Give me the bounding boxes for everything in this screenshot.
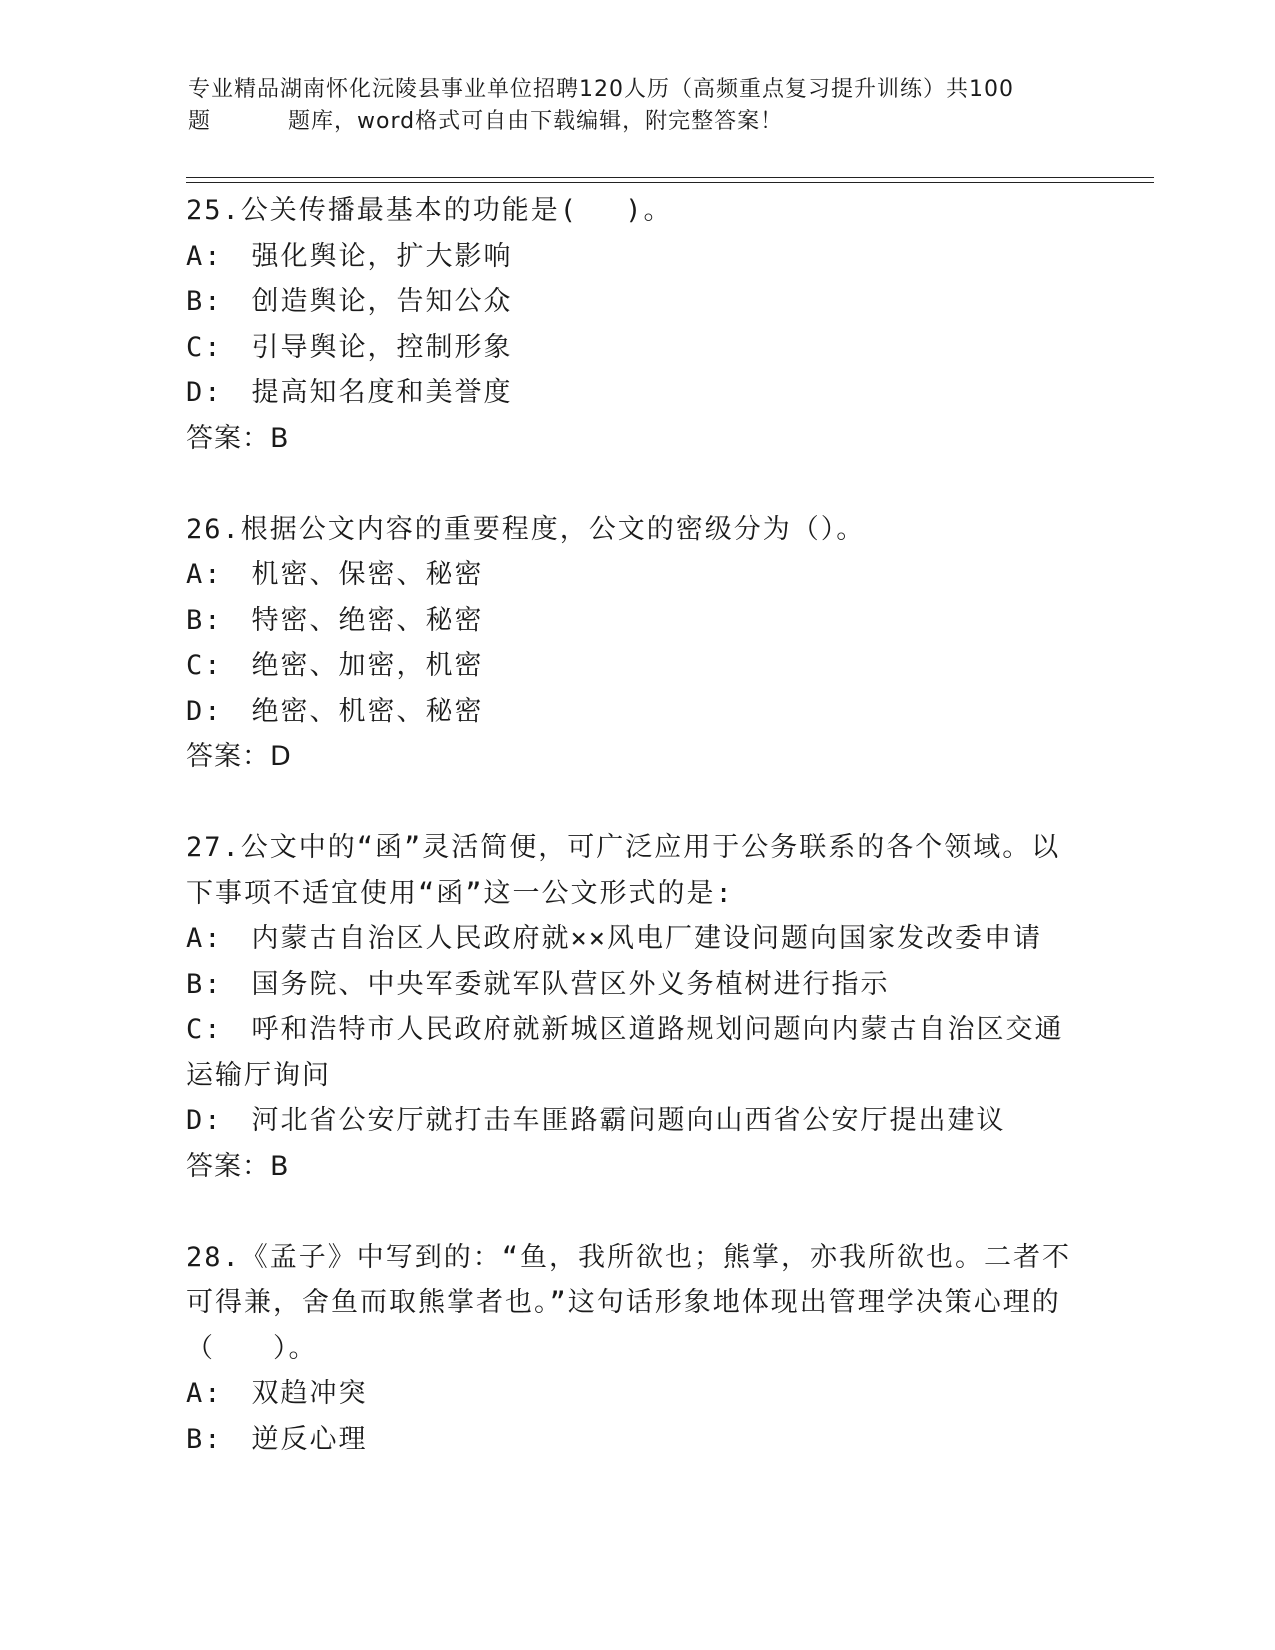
question-text: 27.公文中的“函”灵活简便，可广泛应用于公务联系的各个领域。以下事项不适宜使用“函”这一公文形式的是: xyxy=(186,832,1061,909)
document-header xyxy=(188,74,1148,138)
option-c: C: 呼和浩特市人民政府就新城区道路规划问题向内蒙古自治区交通运输厅询问 xyxy=(186,1014,1064,1091)
option-d: D: 提高知名度和美誉度 xyxy=(186,377,513,408)
question-26 xyxy=(186,507,1086,780)
option-d: D: 绝密、机密、秘密 xyxy=(186,695,484,727)
header-title-line2-right: 题库，word格式可自由下载编辑，附完整答案！ xyxy=(288,109,784,134)
answer-label: 答案：B xyxy=(186,1150,290,1182)
question-28 xyxy=(186,1235,1086,1463)
option-b: B: 逆反心理 xyxy=(186,1423,368,1455)
option-a: A: 双趋冲突 xyxy=(186,1378,368,1409)
option-c: C: 引导舆论，控制形象 xyxy=(186,331,513,363)
header-title-line2 xyxy=(188,106,1148,138)
header-title-line2-left: 题 xyxy=(188,109,212,134)
header-divider-top xyxy=(186,177,1154,178)
answer-label: 答案：D xyxy=(186,741,292,772)
option-b: B: 特密、绝密、秘密 xyxy=(186,604,484,636)
question-text: 26.根据公文内容的重要程度，公文的密级分为（）。 xyxy=(186,513,866,545)
question-text: 25.公关传播最基本的功能是( )。 xyxy=(186,195,673,226)
question-text: 28.《孟子》中写到的：“鱼，我所欲也；熊掌，亦我所欲也。二者不可得兼，舍鱼而取熊掌者也。”这句话形象地体现出管理学决策心理的（ ）。 xyxy=(186,1241,1072,1364)
option-b: B: 创造舆论，告知公众 xyxy=(186,286,513,317)
option-a: A: 强化舆论，扩大影响 xyxy=(186,240,513,272)
option-b: B: 国务院、中央军委就军队营区外义务植树进行指示 xyxy=(186,968,890,1000)
option-d: D: 河北省公安厅就打击车匪路霸问题向山西省公安厅提出建议 xyxy=(186,1105,1006,1136)
header-divider-bottom xyxy=(186,182,1154,183)
question-27 xyxy=(186,825,1086,1189)
question-25 xyxy=(186,188,1086,461)
option-a: A: 内蒙古自治区人民政府就××风电厂建设问题向国家发改委申请 xyxy=(186,923,1043,954)
option-c: C: 绝密、加密，机密 xyxy=(186,650,484,681)
option-a: A: 机密、保密、秘密 xyxy=(186,559,484,590)
question-list xyxy=(186,188,1086,1508)
header-title-line1: 专业精品湖南怀化沅陵县事业单位招聘120人历（高频重点复习提升训练）共100 xyxy=(188,77,1014,102)
answer-label: 答案：B xyxy=(186,422,290,454)
